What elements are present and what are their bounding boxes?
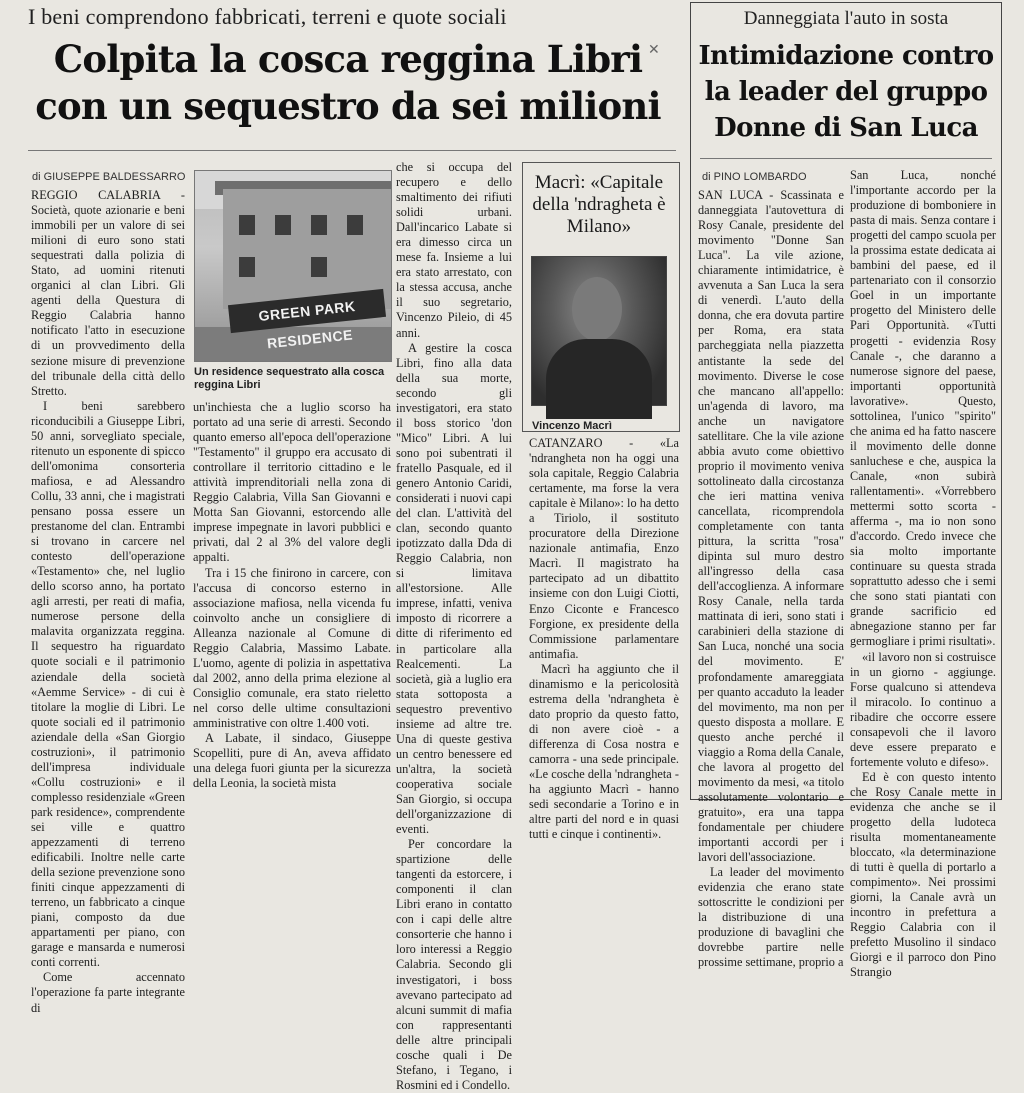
residence-photo	[194, 170, 392, 362]
paragraph: A gestire la cosca Libri, fino alla data della sua morte, secondo gli investigatori, era stato il boss storico 'don "Mico" Libri. A lui sono poi subentrati il fratello Pasquale, ed il genero Antonio Caridi, considerati i nuovi capi del clan. L'attività del clan, secondo quanto ipotizzato dalla Dda di Reggio Calabria, non si limitava all'estorsione. Alle imprese, infatti, veniva imposto di ricorrere a ditte di riferimento ed in particolare alla Realcementi. La società, già a luglio era stata sottoposta a sequestro preventivo insieme ad altre tre. Una di queste gestiva un centro benessere ed un'altra, la società cooperativa sociale San Giorgio, si occupa dell'organizzazione di eventi.	[396, 340, 512, 837]
right-column-2	[850, 168, 996, 980]
paragraph: «il lavoro non si costruisce in un giorno - aggiunge. Forse qualcuno si attendeva il miracolo. Io continuo a ribadire che occorre essere consapevoli che il lavoro deve essere preparato e fortemente voluto e difeso».	[850, 649, 996, 769]
portrait-caption: Vincenzo Macrì	[532, 420, 612, 432]
paragraph: Per concordare la spartizione delle tangenti da estorcere, i componenti il clan Libri erano in contatto con i capi delle altre consorterie che hanno i loro interessi a Reggio Calabria. Secondo gli investigatori, i boss avevano partecipato ad alcuni summit di mafia con rappresentanti delle altre principali cosche quali i De Stefano, i Tegano, i Rosmini ed i Condello.	[396, 837, 512, 1092]
paragraph: che si occupa del recupero e dello smaltimento dei rifiuti solidi urbani. Dall'incarico Labate si era dimesso circa un mese fa. Insieme a lui era stato arrestato, con la stessa accusa, anche il suo segretario, Vincenzo Pileio, di 45 anni.	[396, 160, 512, 340]
left-headline: Colpita la cosca reggina Libri con un sequestro da sei milioni	[35, 37, 661, 128]
left-headline-rule	[28, 150, 676, 151]
paragraph: A Labate, il sindaco, Giuseppe Scopelliti, pure di An, aveva affidato una delega fuori giunta per la sicurezza della Leonia, la società mista	[193, 731, 391, 791]
macri-column	[529, 436, 679, 842]
left-column-2	[193, 400, 391, 800]
left-kicker: I beni comprendono fabbricati, terreni e quote sociali	[28, 4, 507, 29]
paragraph: Ed è con questo intento che Rosy Canale mette in evidenza che anche se il progetto della ludoteca risulta momentaneamente bloccato, «la determinazione di tutti è quella di portarlo a compimento». Nei prossimi giorni, la Canale avrà un incontro in prefettura a Reggio Calabria con il prefetto Musolino il sindaco Giorgi e il parroco don Pino Strangio	[850, 769, 996, 980]
photo-caption: Un residence sequestrato alla cosca reggina Libri	[194, 366, 385, 391]
paragraph: CATANZARO - «La 'ndrangheta non ha oggi una sola capitale, Reggio Calabria certamente, ma forse la vera capitale è Milano»: lo ha detto a Tiriolo, il sostituto procuratore della Direzione nazionale antimafia, Enzo Macrì. Il magistrato ha partecipato ad un dibattito insieme con don Luigi Ciotti, Enzo Ciconte e Francesco Forgione, ex presidente della Commissione parlamentare antimafia.	[529, 436, 679, 661]
paragraph: I beni sarebbero riconducibili a Giuseppe Libri, 50 anni, sorvegliato speciale, ritenuto un esponente di spicco dell'omonima consorteria mafiosa, e ad Alessandro Collu, 33 anni, che i magistrati pensano possa essere un prestanome del clan. Entrambi si trovano in carcere nel contesto dell'operazione «Testamento» che, nel luglio dello scorso anno, ha portato agli arresti, per reati di mafia, numerose persone della malavita organizzata reggina. Il sequestro ha riguardato quote sociali e il patrimonio aziendale della società «Aemme Service» - di cui è titolare la moglie di Libri. Le quote sociali ed il patrimonio aziendale della «San Giorgio costruzioni», il patrimonio dell'impresa individuale «Collu costruzioni» e il complesso residenziale «Green park residence», comprendente sei ville e quattro appezzamenti di terreno edificabili. Inoltre nelle carte della sezione prevenzione sono finiti cinque appezzamenti di terreno, un fabbricato a cinque piani, composto da due appartamenti per piano, con garage e mansarda e numerosi conti correnti.	[31, 398, 185, 970]
right-byline: di PINO LOMBARDO	[702, 171, 807, 183]
macri-subhead: Macrì: «Capitale della 'ndragheta è Milano»	[532, 172, 666, 237]
paragraph: Come accennato l'operazione fa parte integrante di	[31, 970, 185, 1015]
macri-portrait	[531, 256, 667, 406]
paragraph: REGGIO CALABRIA - Società, quote azionarie e beni immobili per un valore di sei milioni di euro sono stati sequestrati dalla polizia di Stato, ad uomini ritenuti organici al clan Libri. Gli agenti della Questura di Reggio Calabria hanno notificato l'atto in esecuzione di un provvedimento della sezione misure di prevenzione del tribunale della città dello Stretto.	[31, 188, 185, 398]
right-headline-rule	[700, 158, 992, 159]
residence-sign: GREEN PARK RESIDENCE	[228, 289, 386, 333]
left-column-3	[396, 160, 512, 1092]
paragraph: Tra i 15 che finirono in carcere, con l'accusa di concorso esterno in associazione mafiosa, nella vicenda fu coinvolto anche un consigliere di Alleanza nazionale al Comune di Reggio Calabria, Massimo Labate. L'uomo, agente di polizia in aspettativa dal 2002, anno della prima elezione al Consiglio comunale, era stato rieletto nel corso delle ultime consultazioni amministrative con oltre 1.400 voti.	[193, 565, 391, 730]
right-headline: Intimidazione contro la leader del gruppo Donne di San Luca	[698, 41, 994, 143]
paragraph: Macrì ha aggiunto che il dinamismo e la pericolosità estrema della 'ndrangheta è dato proprio da questo fatto, di non avere cioè - a differenza di Cosa nostra e camorra - una sede principale. «Le cosche della 'ndrangheta - ha aggiunto Macrì - hanno sedi secondarie a Torino e in altre parti del nord e in quasi tutti e cinque i continenti».	[529, 661, 679, 842]
paragraph: SAN LUCA - Scassinata e danneggiata l'autovettura di Rosy Canale, presidente del movimento "Donne San Luca". La vile azione, chiaramente intimidatrice, è avvenuta a San Luca la sera di venerdì. L'auto della donna, che era dovuta partire per Roma, era stata parcheggiata nella piazzetta antistante la sede del movimento. Diverse le cose che mancano all'appello: un'agenda di lavoro, ma anche un navigatore satellitare. Che la vile azione abbia avuto come obiettivo proprio il movimento veniva sottolineato dalla circostanza che ieri mattina veniva cancellata, ricomprendola completamente con tanta pittura, la scritta "rosa" dipinta sul muro destro all'ingresso della casa dell'accoglienza. A informare Rosy Canale, nella tarda mattinata di ieri, sono stati i carabinieri della stazione di San Luca, nonché una socia del movimento. E' profondamente amareggiata per quanto accaduto la leader del movimento, ma non per questo disposta a mollare. E questo anche perché il viaggio a Roma della Canale, che lavora al progetto del movimento da mesi, «a titolo assolutamente volontario e gratuito», era una tappa fondamentale per chiudere importanti accordi per i lavori dell'associazione.	[698, 188, 844, 865]
paragraph: San Luca, nonché l'importante accordo per la produzione di bomboniere in pasta di mais. Senza contare i progetti del campo scuola per la prossima estate dedicata ai bambini del paese, ed il partenariato con il consorzio Goel in un importante progetto del Ministero delle Pari Opportunità. «Tutti progetti - evidenzia Rosy Canale -, che daranno a numerose signore del paese, importanti opportunità lavorative». Questo, sottolinea, l'unico "spirito" che anima ed ha fatto nascere il movimento delle donne sanluchese e che, auspica la Canale, «non subirà rallentamenti». «Vorrebbero mettermi sotto scorta - afferma -, ma io non sono d'accordo. Credo invece che sia molto importante continuare su questa strada soprattutto adesso che i semi che sono stati piantati con grande sacrificio ed abnegazione stanno per far germogliare i primi risultati».	[850, 168, 996, 649]
pencil-mark: ✕	[648, 42, 660, 58]
left-byline: di GIUSEPPE BALDESSARRO	[32, 171, 186, 183]
right-column-1	[698, 188, 844, 970]
paragraph: La leader del movimento evidenzia che erano state sottoscritte le condizioni per la distribuzione di una produzione di bavaglini che dovrebbe partire nelle prossime settimane, proprio a	[698, 865, 844, 970]
left-column-1	[31, 188, 185, 1015]
right-kicker: Danneggiata l'auto in sosta	[743, 8, 949, 29]
paragraph: un'inchiesta che a luglio scorso ha portato ad una serie di arresti. Secondo quanto emerso all'epoca dell'operazione "Testamento" il gruppo era accusato di controllare il territorio cittadino e le attività imprenditoriali nella zona di Reggio Calabria, Villa San Giovanni e Motta San Giovanni, estorcendo alle imprese impegnate in lavori pubblici e privati, dal 2 al 3% del valore degli appalti.	[193, 400, 391, 565]
